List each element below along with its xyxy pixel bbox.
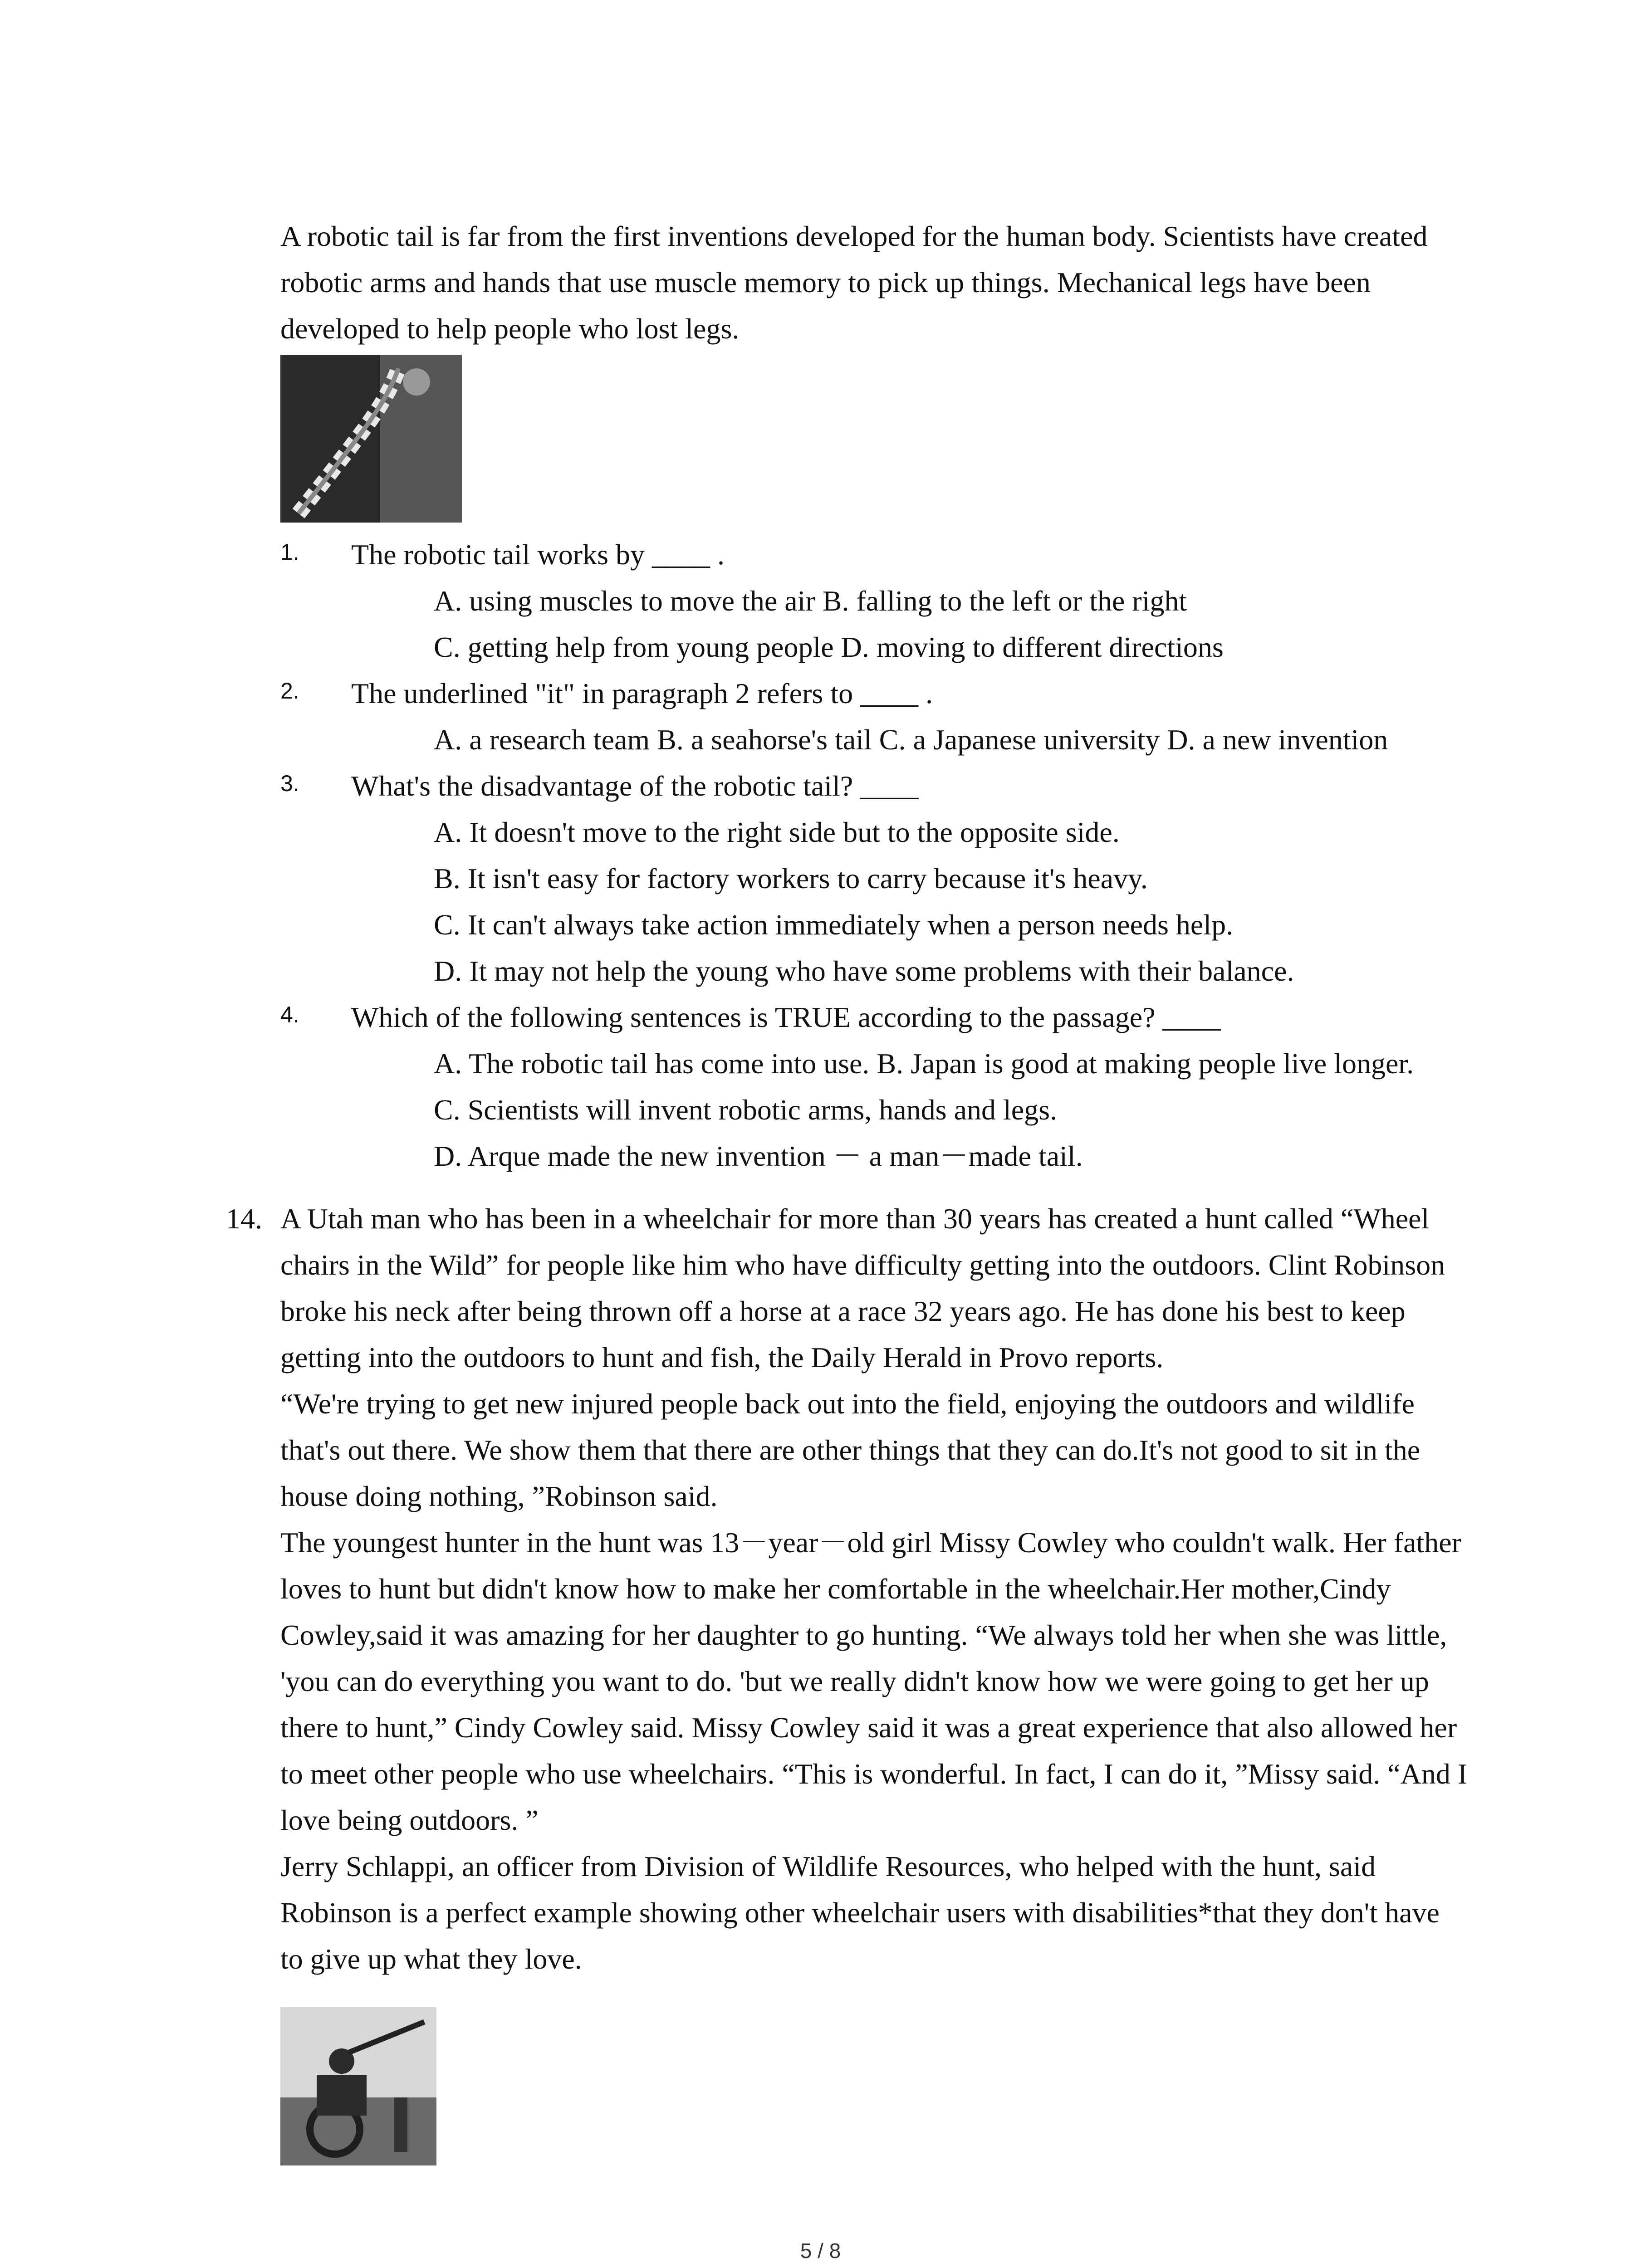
question-options: A. The robotic tail has come into use. B. Japan is good at making people live longer. bbox=[434, 1047, 1414, 1080]
question-number: 3. bbox=[280, 771, 299, 796]
question-2 bbox=[280, 670, 1469, 763]
wheelchair-hunter-photo bbox=[280, 2007, 436, 2165]
question-options: A. a research team B. a seahorse's tail C. a Japanese university D. a new invention bbox=[434, 723, 1388, 756]
question-option-c: C. Scientists will invent robotic arms, hands and legs. bbox=[434, 1094, 1058, 1126]
passage-paragraph: A robotic tail is far from the first inventions developed for the human body. Scientists have created robotic arms and hands that use muscle memory to pick up things. Mechanical legs have been developed to help people who lost legs. bbox=[280, 220, 1428, 345]
question-4 bbox=[280, 994, 1469, 1179]
question-stem: The underlined "it" in paragraph 2 refers to ____ . bbox=[351, 677, 933, 709]
section-number: 14. bbox=[226, 1202, 262, 1235]
page-number: 5 / 8 bbox=[800, 2239, 841, 2263]
question-number: 4. bbox=[280, 1002, 299, 1027]
question-1 bbox=[280, 532, 1469, 670]
question-stem: The robotic tail works by ____ . bbox=[351, 538, 725, 571]
question-option-d: D. It may not help the young who have some problems with their balance. bbox=[434, 955, 1294, 987]
section-paragraph: A Utah man who has been in a wheelchair for more than 30 years has created a hunt called “Wheel chairs in the Wild” for people like him who have difficulty getting into the outdoors. Clint Robinson broke his neck after being thrown off a horse at a race 32 years ago. He has done his best to keep getting into the outdoors to hunt and fish, the Daily Herald in Provo reports. bbox=[280, 1202, 1445, 1374]
question-list bbox=[280, 532, 1469, 1179]
question-options: A. using muscles to move the air B. falling to the left or the right bbox=[434, 585, 1187, 617]
section-14 bbox=[226, 1196, 1469, 2165]
question-option-b: B. It isn't easy for factory workers to carry because it's heavy. bbox=[434, 862, 1148, 894]
question-option-a: A. It doesn't move to the right side but to the opposite side. bbox=[434, 816, 1120, 848]
section-paragraph: “We're trying to get new injured people back out into the field, enjoying the outdoors and wildlife that's out there. We show them that there are other things that they can do.It's not good to sit in the house doing nothing, ”Robinson said. bbox=[280, 1388, 1421, 1512]
question-number: 2. bbox=[280, 678, 299, 704]
question-option-c: C. It can't always take action immediately when a person needs help. bbox=[434, 909, 1234, 941]
question-stem: Which of the following sentences is TRUE according to the passage? ____ bbox=[351, 1001, 1221, 1033]
robotic-tail-photo bbox=[280, 355, 462, 523]
question-option-d: D. Arque made the new invention － a man－made tail. bbox=[434, 1140, 1083, 1172]
question-options: C. getting help from young people D. moving to different directions bbox=[434, 631, 1224, 663]
page-content bbox=[226, 213, 1469, 2165]
section-paragraph: Jerry Schlappi, an officer from Division of Wildlife Resources, who helped with the hunt, said Robinson is a perfect example showing other wheelchair users with disabilities*that they don't have to give up what they love. bbox=[280, 1850, 1440, 1975]
question-3 bbox=[280, 763, 1469, 994]
question-number: 1. bbox=[280, 539, 299, 565]
question-stem: What's the disadvantage of the robotic tail? ____ bbox=[351, 770, 919, 802]
section-paragraph: The youngest hunter in the hunt was 13－year－old girl Missy Cowley who couldn't walk. Her father loves to hunt but didn't know how to make her comfortable in the wheelchair.Her mother,Cindy Cowley,said it was amazing for her daughter to go hunting. “We always told her when she was little, 'you can do everything you want to do. 'but we really didn't know how we were going to get her up there to hunt,” Cindy Cowley said. Missy Cowley said it was a great experience that also allowed her to meet other people who use wheelchairs. “This is wonderful. In fact, I can do it, ”Missy said. “And I love being outdoors. ” bbox=[280, 1526, 1468, 1836]
